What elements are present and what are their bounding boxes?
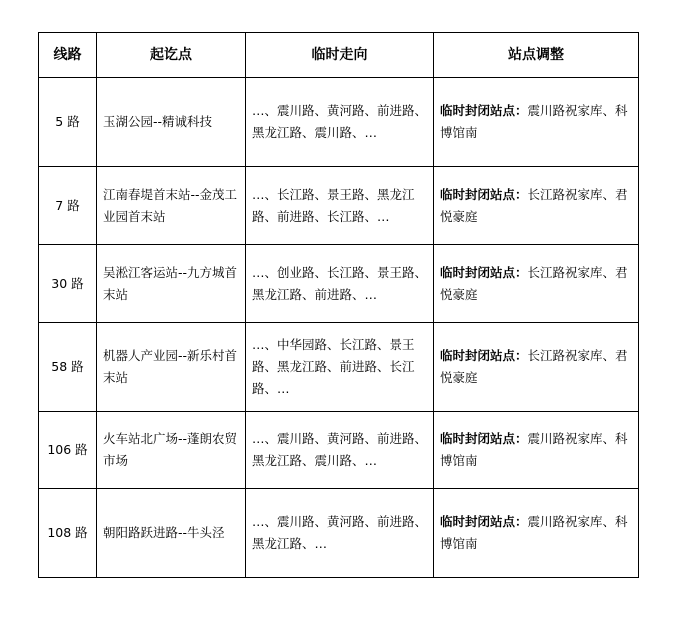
table-row bbox=[39, 245, 639, 323]
terminals: 江南春堤首末站--金茂工业园首末站 bbox=[97, 167, 246, 245]
line-number: 58 路 bbox=[39, 323, 97, 412]
terminals: 火车站北广场--蓬朗农贸市场 bbox=[97, 412, 246, 489]
stop-adjustment bbox=[434, 489, 639, 578]
stop-adjustment bbox=[434, 167, 639, 245]
terminals: 朝阳路跃进路--牛头泾 bbox=[97, 489, 246, 578]
closed-stops-label: 临时封闭站点： bbox=[440, 348, 528, 363]
table-row bbox=[39, 323, 639, 412]
closed-stops-label: 临时封闭站点： bbox=[440, 514, 528, 529]
temporary-route: …、长江路、景王路、黑龙江路、前进路、长江路、… bbox=[246, 167, 434, 245]
temporary-route: …、震川路、黄河路、前进路、黑龙江路、震川路、… bbox=[246, 412, 434, 489]
stop-adjustment bbox=[434, 323, 639, 412]
header-terminals: 起讫点 bbox=[97, 33, 246, 78]
bus-route-adjustment-table bbox=[38, 32, 639, 578]
closed-stops: 长江路祝家库、君悦豪庭 bbox=[440, 348, 628, 385]
line-number: 30 路 bbox=[39, 245, 97, 323]
line-number: 108 路 bbox=[39, 489, 97, 578]
temporary-route: …、震川路、黄河路、前进路、黑龙江路、震川路、… bbox=[246, 78, 434, 167]
table-row bbox=[39, 489, 639, 578]
terminals: 吴淞江客运站--九方城首末站 bbox=[97, 245, 246, 323]
stop-adjustment bbox=[434, 245, 639, 323]
temporary-route: …、中华园路、长江路、景王路、黑龙江路、前进路、长江路、… bbox=[246, 323, 434, 412]
line-number: 106 路 bbox=[39, 412, 97, 489]
temporary-route: …、震川路、黄河路、前进路、黑龙江路、… bbox=[246, 489, 434, 578]
stop-adjustment bbox=[434, 78, 639, 167]
table-row bbox=[39, 412, 639, 489]
line-number: 7 路 bbox=[39, 167, 97, 245]
table-row bbox=[39, 78, 639, 167]
closed-stops: 震川路祝家库、科博馆南 bbox=[440, 514, 628, 551]
table-row bbox=[39, 167, 639, 245]
header-row bbox=[39, 33, 639, 78]
terminals: 玉湖公园--精诚科技 bbox=[97, 78, 246, 167]
closed-stops-label: 临时封闭站点： bbox=[440, 186, 528, 202]
stop-adjustment bbox=[434, 412, 639, 489]
closed-stops-label: 临时封闭站点： bbox=[440, 103, 528, 118]
closed-stops-label: 临时封闭站点： bbox=[440, 431, 528, 446]
header-route: 临时走向 bbox=[246, 33, 434, 78]
header-line: 线路 bbox=[39, 33, 97, 78]
closed-stops: 长江路祝家库、君悦豪庭 bbox=[440, 186, 628, 224]
closed-stops: 震川路祝家库、科博馆南 bbox=[440, 431, 628, 468]
closed-stops: 震川路祝家库、科博馆南 bbox=[440, 103, 628, 140]
temporary-route: …、创业路、长江路、景王路、黑龙江路、前进路、… bbox=[246, 245, 434, 323]
terminals: 机器人产业园--新乐村首末站 bbox=[97, 323, 246, 412]
line-number: 5 路 bbox=[39, 78, 97, 167]
header-stops: 站点调整 bbox=[434, 33, 639, 78]
closed-stops-label: 临时封闭站点： bbox=[440, 264, 528, 280]
closed-stops: 长江路祝家库、君悦豪庭 bbox=[440, 264, 628, 302]
